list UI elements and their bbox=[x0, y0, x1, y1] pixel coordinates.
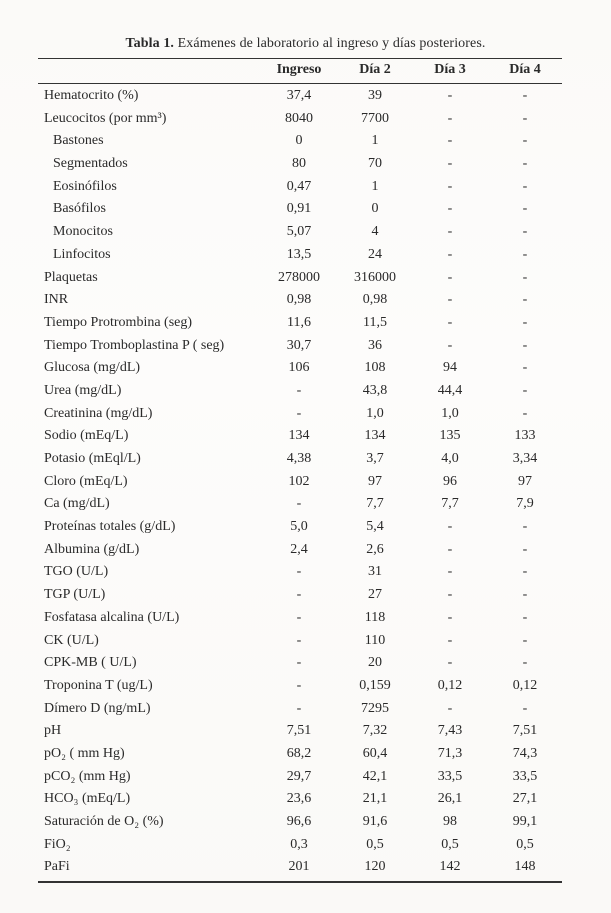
cell-value: - bbox=[447, 587, 453, 603]
table-header-rule bbox=[38, 83, 562, 84]
table-row bbox=[38, 562, 562, 585]
row-label: CPK-MB ( U/L) bbox=[44, 655, 137, 671]
row-label: Fosfatasa alcalina (U/L) bbox=[44, 609, 180, 625]
cell-value: 3,7 bbox=[366, 451, 384, 466]
table-row bbox=[38, 744, 562, 767]
table-row bbox=[38, 131, 562, 154]
cell-value: - bbox=[522, 224, 528, 240]
row-label: Sodio (mEq/L) bbox=[44, 428, 129, 444]
table-row bbox=[38, 835, 562, 858]
table-row bbox=[38, 676, 562, 699]
cell-value: 23,6 bbox=[286, 791, 312, 807]
cell-value: 37,4 bbox=[286, 88, 312, 103]
cell-value: - bbox=[522, 201, 528, 217]
cell-value: 0,159 bbox=[359, 677, 391, 693]
cell-value: 30,7 bbox=[286, 337, 312, 353]
cell-value: 0,98 bbox=[286, 292, 312, 308]
row-label: PaFi bbox=[44, 859, 70, 875]
cell-value: - bbox=[296, 564, 302, 580]
cell-value: 1 bbox=[371, 178, 379, 194]
row-label: Creatinina (mg/dL) bbox=[44, 405, 153, 421]
cell-value: 148 bbox=[514, 859, 536, 875]
cell-value: 316000 bbox=[354, 269, 396, 285]
cell-value: 2,4 bbox=[290, 541, 308, 557]
cell-value: - bbox=[447, 110, 453, 126]
cell-value: 106 bbox=[288, 360, 310, 376]
cell-value: 29,7 bbox=[286, 768, 312, 784]
cell-value: 7,51 bbox=[512, 723, 538, 739]
column-header-dia-4: Día 4 bbox=[509, 62, 541, 77]
cell-value: - bbox=[522, 246, 528, 262]
row-label: Bastones bbox=[53, 133, 104, 149]
cell-value: - bbox=[522, 609, 528, 625]
row-label: pO₂ ( mm Hg) bbox=[44, 745, 125, 761]
cell-value: 39 bbox=[368, 88, 382, 103]
cell-value: 0,5 bbox=[516, 836, 534, 852]
cell-value: - bbox=[296, 677, 302, 693]
cell-value: 11,5 bbox=[363, 314, 387, 330]
cell-value: 0 bbox=[371, 201, 379, 217]
cell-value: 20 bbox=[368, 655, 382, 671]
cell-value: - bbox=[296, 700, 302, 716]
cell-value: - bbox=[522, 337, 528, 353]
table-row bbox=[38, 290, 562, 313]
cell-value: - bbox=[296, 609, 302, 625]
cell-value: 3,34 bbox=[512, 451, 538, 466]
cell-value: - bbox=[522, 519, 528, 535]
cell-value: 118 bbox=[364, 609, 386, 625]
cell-value: - bbox=[296, 496, 302, 512]
table-top-rule bbox=[38, 58, 562, 59]
cell-value: - bbox=[447, 314, 453, 330]
table-row bbox=[38, 494, 562, 517]
cell-value: 36 bbox=[368, 337, 382, 353]
cell-value: 4 bbox=[371, 224, 379, 240]
cell-value: 27,1 bbox=[512, 791, 538, 807]
cell-value: 7,32 bbox=[362, 723, 388, 739]
row-label: Proteínas totales (g/dL) bbox=[44, 519, 176, 535]
row-label: Urea (mg/dL) bbox=[44, 382, 122, 398]
table-caption bbox=[0, 36, 611, 52]
table-row bbox=[38, 653, 562, 676]
table-row bbox=[38, 472, 562, 495]
cell-value: 120 bbox=[364, 859, 386, 875]
cell-value: 102 bbox=[288, 473, 310, 489]
cell-value: - bbox=[296, 587, 302, 603]
cell-value: - bbox=[447, 700, 453, 716]
cell-value: 94 bbox=[443, 360, 457, 376]
cell-value: - bbox=[522, 292, 528, 308]
cell-value: 0,12 bbox=[437, 677, 463, 693]
cell-value: 70 bbox=[368, 156, 382, 172]
table-row bbox=[38, 358, 562, 381]
row-label: Leucocitos (por mm³) bbox=[44, 110, 167, 126]
cell-value: - bbox=[522, 156, 528, 172]
cell-value: 33,5 bbox=[437, 768, 463, 784]
table-bottom-rule bbox=[38, 881, 562, 883]
cell-value: - bbox=[447, 541, 453, 557]
cell-value: 5,0 bbox=[290, 519, 308, 535]
column-header-dia-3: Día 3 bbox=[434, 62, 466, 77]
table-caption-label: Tabla 1 bbox=[125, 36, 171, 51]
cell-value: 0,3 bbox=[290, 836, 308, 852]
cell-value: 71,3 bbox=[437, 745, 463, 761]
cell-value: 97 bbox=[368, 473, 382, 489]
row-label: Saturación de O₂ (%) bbox=[44, 814, 164, 829]
cell-value: 5,07 bbox=[286, 224, 312, 240]
cell-value: 110 bbox=[364, 632, 386, 648]
cell-value: - bbox=[447, 609, 453, 625]
cell-value: - bbox=[447, 269, 453, 285]
cell-value: - bbox=[447, 632, 453, 648]
row-label: Eosinófilos bbox=[53, 178, 117, 194]
table-caption-text: Exámenes de laboratorio al ingreso y días posteriores. bbox=[177, 36, 486, 51]
row-label: HCO₃ (mEq/L) bbox=[44, 791, 131, 807]
cell-value: - bbox=[522, 632, 528, 648]
cell-value: 133 bbox=[514, 428, 536, 444]
row-label: INR bbox=[44, 292, 69, 308]
cell-value: 11,6 bbox=[287, 314, 311, 330]
table-row bbox=[38, 154, 562, 177]
cell-value: - bbox=[447, 519, 453, 535]
cell-value: 0 bbox=[295, 133, 303, 149]
cell-value: - bbox=[296, 632, 302, 648]
cell-value: 4,38 bbox=[286, 451, 312, 466]
row-label: TGO (U/L) bbox=[44, 564, 109, 580]
cell-value: 44,4 bbox=[437, 382, 463, 398]
cell-value: - bbox=[522, 178, 528, 194]
row-label: CK (U/L) bbox=[44, 632, 99, 648]
row-label: Linfocitos bbox=[53, 246, 111, 262]
row-label: Plaquetas bbox=[44, 269, 98, 285]
cell-value: - bbox=[522, 133, 528, 149]
cell-value: 7295 bbox=[361, 700, 389, 716]
cell-value: 7,51 bbox=[286, 723, 312, 739]
row-label: TGP (U/L) bbox=[44, 587, 106, 603]
cell-value: - bbox=[447, 201, 453, 217]
cell-value: 1 bbox=[371, 133, 379, 149]
cell-value: 27 bbox=[368, 587, 382, 603]
cell-value: - bbox=[447, 292, 453, 308]
row-label: Tiempo Tromboplastina P ( seg) bbox=[44, 337, 225, 353]
table-row bbox=[38, 767, 562, 790]
cell-value: - bbox=[522, 541, 528, 557]
cell-value: - bbox=[447, 156, 453, 172]
row-label: pCO₂ (mm Hg) bbox=[44, 768, 131, 784]
cell-value: 0,12 bbox=[512, 677, 538, 693]
cell-value: - bbox=[447, 88, 453, 103]
cell-value: - bbox=[447, 655, 453, 671]
cell-value: - bbox=[522, 382, 528, 398]
cell-value: 96,6 bbox=[286, 814, 312, 829]
cell-value: - bbox=[447, 564, 453, 580]
cell-value: 68,2 bbox=[286, 745, 312, 761]
cell-value: 42,1 bbox=[362, 768, 388, 784]
cell-value: - bbox=[522, 564, 528, 580]
cell-value: - bbox=[296, 405, 302, 421]
cell-value: - bbox=[522, 110, 528, 126]
table-row bbox=[38, 631, 562, 654]
cell-value: - bbox=[522, 587, 528, 603]
table-body bbox=[38, 86, 562, 880]
cell-value: 7,43 bbox=[437, 723, 463, 739]
cell-value: 97 bbox=[518, 473, 532, 489]
cell-value: 13,5 bbox=[286, 246, 312, 262]
cell-value: - bbox=[522, 88, 528, 103]
cell-value: - bbox=[522, 360, 528, 376]
row-label: Glucosa (mg/dL) bbox=[44, 360, 141, 376]
table-row bbox=[38, 517, 562, 540]
table-row bbox=[38, 268, 562, 291]
row-label: Monocitos bbox=[53, 224, 113, 240]
table-row bbox=[38, 699, 562, 722]
row-label: Albumina (g/dL) bbox=[44, 541, 140, 557]
cell-value: 21,1 bbox=[362, 791, 388, 807]
cell-value: 142 bbox=[439, 859, 461, 875]
row-label: Troponina T (ug/L) bbox=[44, 677, 153, 693]
cell-value: 2,6 bbox=[366, 541, 384, 557]
cell-value: - bbox=[296, 655, 302, 671]
row-label: Hematocrito (%) bbox=[44, 88, 139, 103]
cell-value: - bbox=[522, 314, 528, 330]
table-row bbox=[38, 585, 562, 608]
cell-value: 8040 bbox=[285, 110, 313, 126]
cell-value: 278000 bbox=[278, 269, 320, 285]
table-header-row bbox=[38, 62, 562, 82]
cell-value: 96 bbox=[443, 473, 457, 489]
cell-value: 24 bbox=[368, 246, 382, 262]
cell-value: 0,98 bbox=[362, 292, 388, 308]
row-label: Cloro (mEq/L) bbox=[44, 473, 128, 489]
cell-value: - bbox=[522, 655, 528, 671]
table-row bbox=[38, 857, 562, 880]
cell-value: - bbox=[447, 246, 453, 262]
cell-value: - bbox=[447, 178, 453, 194]
row-label: FiO₂ bbox=[44, 836, 71, 852]
row-label: Basófilos bbox=[53, 201, 106, 217]
table-row bbox=[38, 608, 562, 631]
row-label: Tiempo Protrombina (seg) bbox=[44, 314, 193, 330]
cell-value: - bbox=[447, 224, 453, 240]
table-row bbox=[38, 86, 562, 109]
column-header-dia-2: Día 2 bbox=[359, 62, 391, 77]
cell-value: 91,6 bbox=[362, 814, 388, 829]
cell-value: 60,4 bbox=[362, 745, 388, 761]
row-label: Segmentados bbox=[53, 156, 128, 172]
row-label: pH bbox=[44, 723, 62, 739]
table-row bbox=[38, 313, 562, 336]
cell-value: 134 bbox=[288, 428, 310, 444]
table-row bbox=[38, 109, 562, 132]
cell-value: - bbox=[296, 382, 302, 398]
cell-value: - bbox=[447, 133, 453, 149]
table-row bbox=[38, 245, 562, 268]
table-row bbox=[38, 540, 562, 563]
cell-value: 7,7 bbox=[441, 496, 459, 512]
cell-value: 5,4 bbox=[366, 519, 384, 535]
table-row bbox=[38, 404, 562, 427]
cell-value: 26,1 bbox=[437, 791, 463, 807]
row-label: Ca (mg/dL) bbox=[44, 496, 110, 512]
table-row bbox=[38, 336, 562, 359]
cell-value: 134 bbox=[364, 428, 386, 444]
table-row bbox=[38, 789, 562, 812]
cell-value: 7700 bbox=[361, 110, 389, 126]
cell-value: 33,5 bbox=[512, 768, 538, 784]
cell-value: 0,91 bbox=[286, 201, 312, 217]
cell-value: 0,5 bbox=[366, 836, 384, 852]
table-row bbox=[38, 721, 562, 744]
table-row bbox=[38, 426, 562, 449]
cell-value: 4,0 bbox=[441, 451, 459, 466]
table-row bbox=[38, 381, 562, 404]
cell-value: 74,3 bbox=[512, 745, 538, 761]
cell-value: - bbox=[522, 269, 528, 285]
table-row bbox=[38, 199, 562, 222]
cell-value: - bbox=[447, 337, 453, 353]
cell-value: 43,8 bbox=[362, 382, 388, 398]
cell-value: - bbox=[522, 405, 528, 421]
cell-value: 1,0 bbox=[366, 405, 384, 421]
row-label: Potasio (mEql/L) bbox=[44, 451, 141, 466]
cell-value: 80 bbox=[292, 156, 306, 172]
column-header-ingreso: Ingreso bbox=[276, 62, 322, 77]
cell-value: 7,9 bbox=[516, 496, 534, 512]
cell-value: 135 bbox=[439, 428, 461, 444]
table-row bbox=[38, 812, 562, 835]
cell-value: 7,7 bbox=[366, 496, 384, 512]
cell-value: 31 bbox=[368, 564, 382, 580]
cell-value: 98 bbox=[443, 814, 457, 829]
cell-value: 99,1 bbox=[512, 814, 538, 829]
table-row bbox=[38, 222, 562, 245]
cell-value: 108 bbox=[364, 360, 386, 376]
cell-value: 0,47 bbox=[286, 178, 312, 194]
cell-value: 0,5 bbox=[441, 836, 459, 852]
cell-value: 201 bbox=[288, 859, 310, 875]
table-row bbox=[38, 177, 562, 200]
table-row bbox=[38, 449, 562, 472]
cell-value: - bbox=[522, 700, 528, 716]
caption-separator: . bbox=[170, 36, 175, 51]
cell-value: 1,0 bbox=[441, 405, 459, 421]
row-label: Dímero D (ng/mL) bbox=[44, 700, 151, 716]
